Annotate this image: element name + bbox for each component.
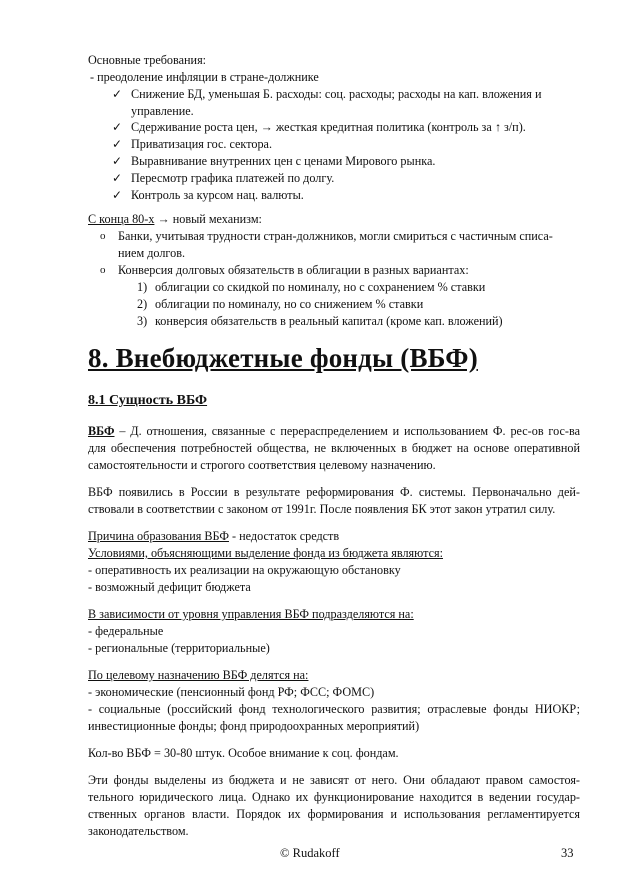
numbered-item: облигации по номиналу, но со снижением % ставки — [155, 297, 424, 311]
history-line: ВБФ появились в России в результате реформирования Ф. системы. Первоначально дей- — [88, 485, 580, 499]
reason-value: - недостаток средств — [228, 529, 340, 543]
requirements-title: Основные требования: — [88, 53, 207, 67]
purpose-heading: По целевому назначению ВБФ делятся на: — [88, 668, 309, 682]
checkmark-icon: ✓ — [112, 87, 123, 101]
mechanism-bullet: Банки, учитывая трудности стран-должников, могли смириться с частичным списа- — [118, 229, 553, 243]
closing-line: законодательством. — [88, 824, 189, 838]
closing-line: Эти фонды выделены из бюджета и не зависят от него. Они обладают правом самостоя- — [88, 773, 580, 787]
mechanism-bullet: Конверсия долговых обязательств в облигации в разных вариантах: — [118, 263, 469, 277]
numbered-marker: 2) — [137, 297, 148, 311]
footer-author: © Rudakoff — [280, 846, 340, 860]
levels-item: - региональные (территориальные) — [88, 641, 270, 655]
history-line: ствовали в соответствии с законом от 1991г. После появления БК этот закон утратил силу. — [88, 502, 556, 516]
condition-item: - оперативность их реализации на окружающую обстановку — [88, 563, 401, 577]
closing-line: ственных органов власти. Порядок их формирования и использования регламентируется — [88, 807, 580, 821]
purpose-line: - социальные (российский фонд технологического развития; отраслевые фонды НИОКР; — [88, 702, 580, 716]
numbered-item: облигации со скидкой по номиналу, но с сохранением % ставки — [155, 280, 486, 294]
mechanism-bullet-cont: нием долгов. — [118, 246, 186, 260]
chapter-heading: 8. Внебюджетные фонды (ВБФ) — [88, 343, 478, 373]
mechanism-intro-rest: → новый механизм: — [154, 212, 262, 226]
mechanism-intro-underlined: С конца 80-х — [88, 212, 155, 226]
requirement-item-cont: управление. — [131, 104, 194, 118]
closing-line: тельного юридического лица. Однако их функционирование находится в ведении государ- — [88, 790, 580, 804]
page-number: 33 — [561, 846, 574, 860]
mechanism-intro — [88, 212, 262, 226]
requirement-item: Пересмотр графика платежей по долгу. — [131, 171, 335, 185]
levels-item: - федеральные — [88, 624, 164, 638]
checkmark-icon: ✓ — [112, 120, 123, 134]
checkmark-icon: ✓ — [112, 188, 123, 202]
circle-bullet-icon: o — [100, 230, 106, 242]
checkmark-icon: ✓ — [112, 154, 123, 168]
purpose-line: инвестиционные фонды; фонд природоохранных мероприятий) — [88, 719, 420, 733]
funds-count: Кол-во ВБФ = 30-80 штук. Особое внимание к соц. фондам. — [88, 746, 399, 760]
definition-text: – Д. отношения, связанные с перераспределением и использованием Ф. рес-ов гос-ва — [114, 424, 580, 438]
requirement-item: Выравнивание внутренних цен с ценами Мирового рынка. — [131, 154, 436, 168]
numbered-item: конверсия обязательств в реальный капитал (кроме кап. вложений) — [155, 314, 503, 328]
definition-line: самостоятельности и строгого соответствия целевому назначению. — [88, 458, 436, 472]
conditions-heading: Условиями, объясняющими выделение фонда из бюджета являются: — [88, 546, 443, 560]
requirement-item: Снижение БД, уменьшая Б. расходы: соц. расходы; расходы на кап. вложения и — [131, 87, 542, 101]
requirements-subtitle: - преодоление инфляции в стране-должнике — [90, 70, 319, 84]
definition-term: ВБФ — [88, 424, 115, 438]
purpose-line: - экономические (пенсионный фонд РФ; ФСС; ФОМС) — [88, 685, 375, 699]
definition-line: для обеспечения потребностей общества, не включенных в бюджет на основе оперативной — [88, 441, 580, 455]
numbered-marker: 3) — [137, 314, 148, 328]
checkmark-icon: ✓ — [112, 171, 123, 185]
requirement-item: Сдерживание роста цен, → жесткая кредитная политика (контроль за ↑ з/п). — [131, 120, 526, 134]
levels-heading: В зависимости от уровня управления ВБФ подразделяются на: — [88, 607, 414, 621]
requirement-item: Приватизация гос. сектора. — [131, 137, 273, 151]
numbered-marker: 1) — [137, 280, 148, 294]
circle-bullet-icon: o — [100, 264, 106, 276]
definition-line — [88, 424, 580, 438]
reason-line — [88, 529, 339, 543]
checkmark-icon: ✓ — [112, 137, 123, 151]
requirement-item: Контроль за курсом нац. валюты. — [131, 188, 304, 202]
condition-item: - возможный дефицит бюджета — [88, 580, 251, 594]
section-heading: 8.1 Сущность ВБФ — [88, 393, 208, 408]
reason-label: Причина образования ВБФ — [88, 529, 229, 543]
